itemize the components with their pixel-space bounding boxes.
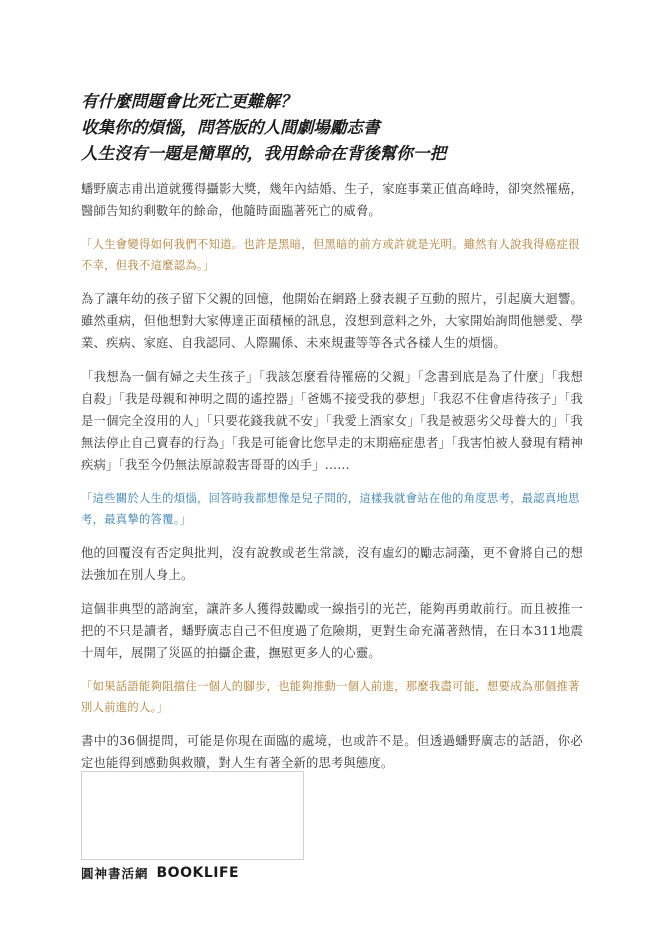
paragraph-reply: 他的回覆沒有否定與批判，沒有說教或老生常談，沒有虛幻的勵志詞藻，更不會將自己的想法強加在別人身上。 [81,546,583,582]
book-description [81,88,583,786]
headline-2: 收集你的煩惱，問答版的人間劇場勵志書 [81,117,380,137]
quote-2: 「這些關於人生的煩惱，回答時我都想像是兒子問的，這樣我就會站在他的角度思考，最認真地思考，最真摯的答覆。」 [81,492,580,526]
headline-3: 人生沒有一題是簡單的，我用餘命在背後幫你一把 [81,143,447,163]
paragraph-closing: 書中的36個提問，可能是你現在面臨的處境，也或許不是。但透過蟠野廣志的話語，你必定也能得到感動與救贖，對人生有著全新的思考與態度。 [81,734,583,770]
footer-logo-cn: 圓神書活網 [81,866,149,881]
headline-block [81,88,583,166]
quote-3: 「如果話語能夠阻擋住一個人的腳步，也能夠推動一個人前進，那麼我盡可能，想要成為那個推著別人前進的人。」 [81,680,580,714]
paragraph-questions: 「我想為一個有婦之夫生孩子」「我該怎麼看待罹癌的父親」「念書到底是為了什麼」「我想自殺」「我是母親和神明之間的遙控器」「爸媽不接受我的夢想」「我忍不住會虐待孩子」「我是一個完全沒用的人」「只要花錢我就不安」「我愛上酒家女」「我是被惡劣父母養大的」「我無法停止自己賣春的行為」「我是可能會比您早走的末期癌症患者」「我害怕被人發現有精神疾病」「我至今仍無法原諒殺害哥哥的凶手」…… [81,370,583,472]
footer-logo [81,864,239,882]
headline-1: 有什麼問題會比死亡更難解？ [81,91,297,111]
paragraph-intro: 蟠野廣志甫出道就獲得攝影大獎，幾年內結婚、生子，家庭事業正值高峰時，卻突然罹癌，醫師告知約剩數年的餘命，他隨時面臨著死亡的威脅。 [81,182,583,218]
footer-logo-en: BOOKLIFE [156,865,240,881]
image-placeholder [81,771,304,860]
quote-1: 「人生會變得如何我們不知道。也許是黑暗，但黑暗的前方或許就是光明。雖然有人說我得癌症很不幸，但我不這麼認為。」 [81,238,580,272]
paragraph-impact: 這個非典型的諮詢室，讓許多人獲得鼓勵或一線指引的光芒，能夠再勇敢前行。而且被推一把的不只是讀者，蟠野廣志自己不但度過了危險期，更對生命充滿著熱情，在日本311地震十周年，展開了災區的拍攝企畫，撫慰更多人的心靈。 [81,602,583,660]
paragraph-background: 為了讓年幼的孩子留下父親的回憶，他開始在網路上發表親子互動的照片，引起廣大迴響。雖然重病，但他想對大家傳達正面積極的訊息，沒想到意料之外，大家開始詢問他戀愛、學業、疾病、家庭、自我認同、人際關係、未來規畫等等各式各樣人生的煩惱。 [81,292,583,350]
